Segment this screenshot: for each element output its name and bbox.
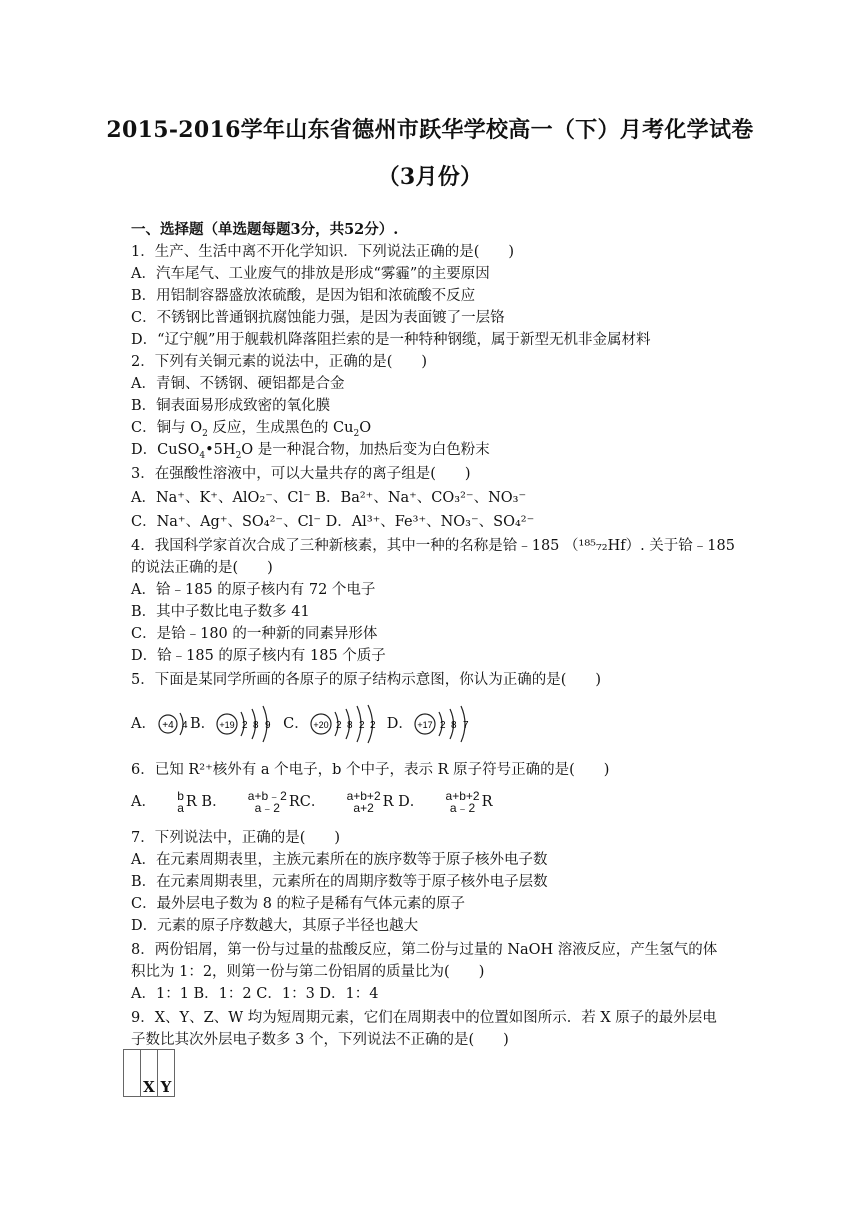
svg-text:2: 2 — [439, 720, 446, 731]
svg-text:+17: +17 — [417, 720, 433, 730]
q8-stem-line2: 积比为 1：2，则第一份与第二份铝屑的质量比为( ) — [131, 964, 485, 980]
q2-option-c: C．铜与 $O_2$ 反应，生成黑色的 $Cu_2O$ — [131, 420, 372, 439]
q6-option-a-symbol: b a — [177, 789, 184, 815]
paper-subtitle: （3月份） — [377, 164, 483, 190]
q2-option-d: D．$CuSO_4•5H_2O$ 是一种混合物，加热后变为白色粉末 — [131, 442, 490, 461]
q1-stem: 1．生产、生活中离不开化学知识．下列说法正确的是( ) — [131, 244, 515, 260]
q1-option-d: D．“辽宁舰”用于舰载机降落阻拦索的是一种特种钢缆，属于新型无机非金属材料 — [131, 332, 651, 348]
q2-option-a: A．青铜、不锈钢、硬铝都是合金 — [131, 376, 345, 392]
svg-text:9: 9 — [265, 720, 271, 731]
svg-text:7: 7 — [462, 720, 469, 731]
q8-options: A．1：1 B．1：2 C．1：3 D．1：4 — [131, 986, 379, 1002]
q5-option-c-label: C． — [283, 716, 309, 732]
q6-option-b-symbol: a+b﹣2 a﹣2 — [247, 789, 287, 815]
svg-text:2: 2 — [369, 720, 376, 731]
q3-options-cd: C．Na⁺、Ag⁺、SO₄²⁻、Cl⁻ D．Al³⁺、Fe³⁺、NO₃⁻、SO₄²⁻ — [131, 514, 535, 530]
svg-text:+19: +19 — [219, 720, 235, 730]
atom-diagram-a — [156, 704, 190, 744]
q3-stem: 3．在强酸性溶液中，可以大量共存的离子组是( ) — [131, 466, 471, 482]
q3-options-ab: A．Na⁺、K⁺、AlO₂⁻、Cl⁻ B．Ba²⁺、Na⁺、CO₃²⁻、NO₃⁻ — [131, 490, 527, 506]
periodic-cell-x: X — [141, 1050, 158, 1097]
svg-text:+4: +4 — [162, 720, 174, 731]
q4-option-a: A．铪﹣185 的原子核内有 72 个电子 — [131, 582, 376, 598]
q6-option-d-symbol: a+b+2 a﹣2 — [445, 789, 480, 815]
q4-option-d: D．铪﹣185 的原子核内有 185 个质子 — [131, 648, 386, 664]
q1-option-c: C．不锈钢比普通钢抗腐蚀能力强，是因为表面镀了一层铬 — [131, 310, 505, 326]
q9-stem-line1: 9．X、Y、Z、W 均为短周期元素，它们在周期表中的位置如图所示．若 X 原子的最外层电 — [131, 1010, 717, 1026]
svg-text:2: 2 — [242, 720, 248, 731]
q9-stem-line2: 子数比其次外层电子数多 3 个，下列说法不正确的是( ) — [131, 1032, 509, 1048]
q2-option-b: B．铜表面易形成致密的氧化膜 — [131, 398, 331, 414]
q5-options — [131, 702, 475, 746]
q1-option-b: B．用铝制容器盛放浓硫酸，是因为铝和浓硫酸不反应 — [131, 288, 476, 304]
q7-stem: 7．下列说法中，正确的是( ) — [131, 830, 341, 846]
q6-stem: 6．已知 R²⁺核外有 a 个电子，b 个中子，表示 R 原子符号正确的是( ) — [131, 762, 610, 778]
svg-text:2: 2 — [358, 720, 365, 731]
svg-text:+20: +20 — [313, 720, 329, 730]
paper-title: 2015-2016学年山东省德州市跃华学校高一（下）月考化学试卷 — [106, 117, 754, 143]
q4-stem-line2: 的说法正确的是( ) — [131, 560, 273, 576]
q5-stem: 5．下面是某同学所画的各原子的原子结构示意图，你认为正确的是( ) — [131, 672, 602, 688]
atom-diagram-d — [413, 704, 475, 744]
svg-text:8: 8 — [253, 720, 259, 731]
q1-option-a: A．汽车尾气、工业废气的排放是形成“雾霾”的主要原因 — [131, 266, 490, 282]
svg-text:2: 2 — [335, 720, 342, 731]
q6-option-c-symbol: a+b+2 a+2 — [346, 789, 381, 815]
atom-diagram-c — [309, 704, 383, 744]
q4-option-b: B．其中子数比电子数多 41 — [131, 604, 310, 620]
q7-option-d: D．元素的原子序数越大，其原子半径也越大 — [131, 918, 419, 934]
q7-option-b: B．在元素周期表里，元素所在的周期序数等于原子核外电子层数 — [131, 874, 548, 890]
q7-option-c: C．最外层电子数为 8 的粒子是稀有气体元素的原子 — [131, 896, 466, 912]
q5-option-b-label: B． — [189, 716, 216, 732]
q4-stem-line1: 4．我国科学家首次合成了三种新核素，其中一种的名称是铪﹣185 （¹⁸⁵₇₂Hf）. 关于铪﹣185 — [131, 538, 735, 554]
periodic-cell-y: Y — [158, 1050, 175, 1097]
atom-diagram-b — [215, 704, 277, 744]
q5-option-d-label: D． — [386, 716, 413, 732]
svg-text:8: 8 — [346, 720, 353, 731]
q5-option-a-label: A． — [131, 716, 156, 732]
svg-text:8: 8 — [450, 720, 457, 731]
periodic-cell-blank — [124, 1050, 141, 1097]
svg-text:4: 4 — [181, 720, 188, 731]
q7-option-a: A．在元素周期表里，主族元素所在的族序数等于原子核外电子数 — [131, 852, 548, 868]
periodic-table-fragment — [123, 1049, 175, 1097]
q8-stem-line1: 8．两份铝屑，第一份与过量的盐酸反应，第二份与过量的 NaOH 溶液反应，产生氢气的体 — [131, 942, 718, 958]
q2-stem: 2．下列有关铜元素的说法中，正确的是( ) — [131, 354, 428, 370]
section-heading: 一、选择题（单选题每题3分，共52分）. — [131, 221, 399, 238]
q4-option-c: C．是铪﹣180 的一种新的同素异形体 — [131, 626, 378, 642]
q6-options: A． b a R B． a+b﹣2 a﹣2 RC． a+b+2 a+2 R D． a+b+2 a﹣2 R — [131, 789, 493, 815]
